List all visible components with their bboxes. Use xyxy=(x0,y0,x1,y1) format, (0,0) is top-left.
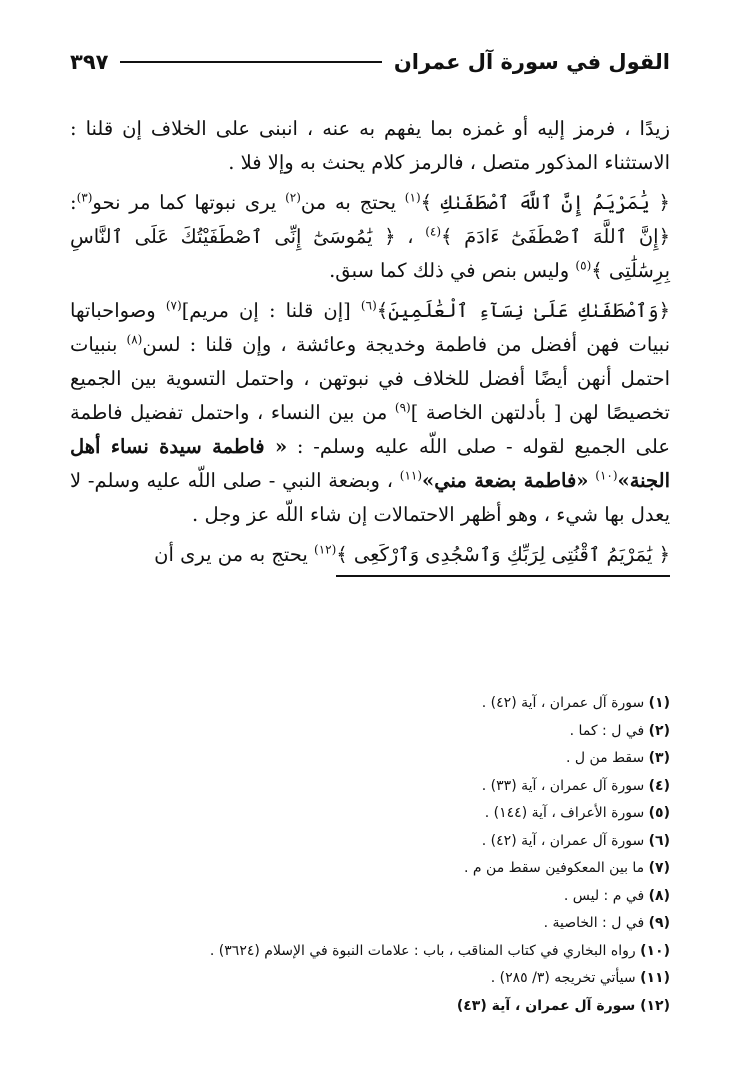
text-run: يحتج به من xyxy=(300,191,405,214)
footnote-ref: (٣) xyxy=(76,190,93,205)
footnote-number: (٩) xyxy=(648,915,670,931)
footnote-number: (١١) xyxy=(640,970,670,986)
footnote-text: سورة آل عمران ، آية (٤٢) . xyxy=(481,832,645,849)
quran-verse: ﴿وَٱصْطَفَىٰكِ عَلَىٰ نِسَآءِ ٱلْعَٰلَمِينَ﴾ xyxy=(376,299,670,322)
paragraph-2 xyxy=(70,186,670,288)
footnote-ref: (٩) xyxy=(394,400,411,415)
footnote-text: سيأتي تخريجه (٣/ ٢٨٥) . xyxy=(490,970,636,986)
footnote xyxy=(70,800,670,828)
footnote-text: ما بين المعكوفين سقط من م . xyxy=(464,860,645,876)
footnotes xyxy=(70,690,670,1020)
footnote-text: سورة آل عمران ، آية (٤٢) . xyxy=(481,695,645,711)
quran-verse: ﴿إِنَّ ٱللَّهَ ٱصْطَفَىٰٓ ءَادَمَ ﴾ xyxy=(441,225,670,248)
footnote-number: (٦) xyxy=(648,832,670,849)
header-rule xyxy=(120,61,381,63)
footnote-ref: (٦) xyxy=(360,298,377,313)
footnote-text: رواه البخاري في كتاب المناقب ، باب : علامات النبوة في الإسلام (٣٦٢٤) . xyxy=(209,942,636,959)
footnote-number: (٣) xyxy=(648,750,670,766)
footnote xyxy=(70,883,670,911)
footnote-number: (١٢) xyxy=(640,997,670,1014)
main-text xyxy=(70,112,670,577)
text-run: يحتج به من يرى أن xyxy=(154,543,315,566)
footnote-text: سورة آل عمران ، آية (٤٣) xyxy=(456,997,636,1014)
text-run: يرى نبوتها كما مر نحو xyxy=(92,191,286,214)
hadith-quote: «فاطمة بضعة مني» xyxy=(422,469,589,492)
text-run: وصواحباتها نبيات فهن أفضل من فاطمة وخديجة وعائشة ، وإن قلنا : لسن xyxy=(70,299,670,356)
text-run: ، xyxy=(395,225,426,248)
paragraph-4 xyxy=(70,538,670,577)
footnote xyxy=(70,718,670,746)
footnote xyxy=(70,910,670,938)
footnote-ref: (٢) xyxy=(285,190,301,205)
quran-verse: ﴿ يَٰمُوسَىٰٓ إِنِّى ٱصْطَفَيْتُكَ عَلَى ٱلنَّاسِ بِرِسَٰلَٰتِى ﴾ xyxy=(70,225,670,282)
footnote-number: (٥) xyxy=(648,805,670,821)
footnote-number: (١) xyxy=(648,695,670,711)
paragraph-3 xyxy=(70,294,670,532)
footnote-text: سورة آل عمران ، آية (٣٣) . xyxy=(481,777,645,794)
footnote xyxy=(70,745,670,773)
footnote-text: في ل : كما . xyxy=(569,722,645,739)
text-run: [إن قلنا : إن مريم] xyxy=(181,299,361,322)
footnote-number: (٧) xyxy=(648,860,670,876)
footnote-ref: (١) xyxy=(404,190,421,205)
footnote-text: سقط من ل . xyxy=(565,750,645,766)
footnote-ref: (٨) xyxy=(126,332,143,347)
footnote-ref: (١٢) xyxy=(314,542,337,557)
footnote-text: سورة الأعراف ، آية (١٤٤) . xyxy=(484,805,645,821)
footnote-number: (٨) xyxy=(648,887,670,904)
paragraph-1 xyxy=(70,112,670,180)
text-run: : xyxy=(70,191,77,214)
footnote-ref: (١٠) xyxy=(595,468,618,483)
text-run: ، وبضعة النبي - صلى اللّه عليه وسلم- لا يعدل بها شيء ، وهو أظهر الاحتمالات إن شاء اللّه عز وجل . xyxy=(70,469,670,526)
footnote xyxy=(70,965,670,993)
running-header xyxy=(70,40,670,84)
footnote xyxy=(70,690,670,718)
footnote-number: (٤) xyxy=(648,777,670,794)
footnote-text: في م : ليس . xyxy=(563,887,645,904)
footnote xyxy=(70,938,670,966)
chapter-title: القول في سورة آل عمران xyxy=(393,50,670,74)
footnote-ref: (٧) xyxy=(165,298,182,313)
footnote xyxy=(70,855,670,883)
footnote-number: (١٠) xyxy=(640,942,670,959)
page-number: ٣٩٧ xyxy=(70,50,109,74)
paragraph-1-text: زيدًا ، فرمز إليه أو غمزه بما يفهم به عنه ، انبنى على الخلاف إن قلنا : الاستثناء المذكور متصل ، فالرمز كلام يحنث به وإلا فلا . xyxy=(70,117,670,174)
text-run: من بين النساء ، واحتمل تفضيل فاطمة على الجميع لقوله - صلى اللّه عليه وسلم- : xyxy=(70,401,670,458)
footnote-text: في ل : الخاصية . xyxy=(543,915,645,931)
footnote-ref: (١١) xyxy=(399,468,423,483)
text-run: بنبيات احتمل أنهن أيضًا أفضل للخلاف في نبوتهن ، واحتمل التسوية بين الجميع تخصيصًا لهن [ بأدلتهن الخاصة ] xyxy=(70,333,670,424)
footnote-ref: (٥) xyxy=(575,258,592,273)
hadith-quote: « فاطمة سيدة نساء أهل الجنة» xyxy=(70,435,671,492)
footnote xyxy=(70,993,670,1021)
quran-verse: ﴿ يَٰمَرْيَمُ ٱقْنُتِى لِرَبِّكِ وَٱسْجُدِى وَٱرْكَعِى ﴾ xyxy=(336,538,670,577)
footnote xyxy=(70,773,670,801)
quran-verse: ﴿ يَٰمَرْيَمُ إِنَّ ٱللَّهَ ٱصْطَفَىٰكِ ﴾ xyxy=(420,191,670,214)
text-run: وليس بنص في ذلك كما سبق. xyxy=(329,259,576,282)
footnote-ref: (٤) xyxy=(425,224,442,239)
footnote-number: (٢) xyxy=(648,722,670,739)
footnote xyxy=(70,828,670,856)
